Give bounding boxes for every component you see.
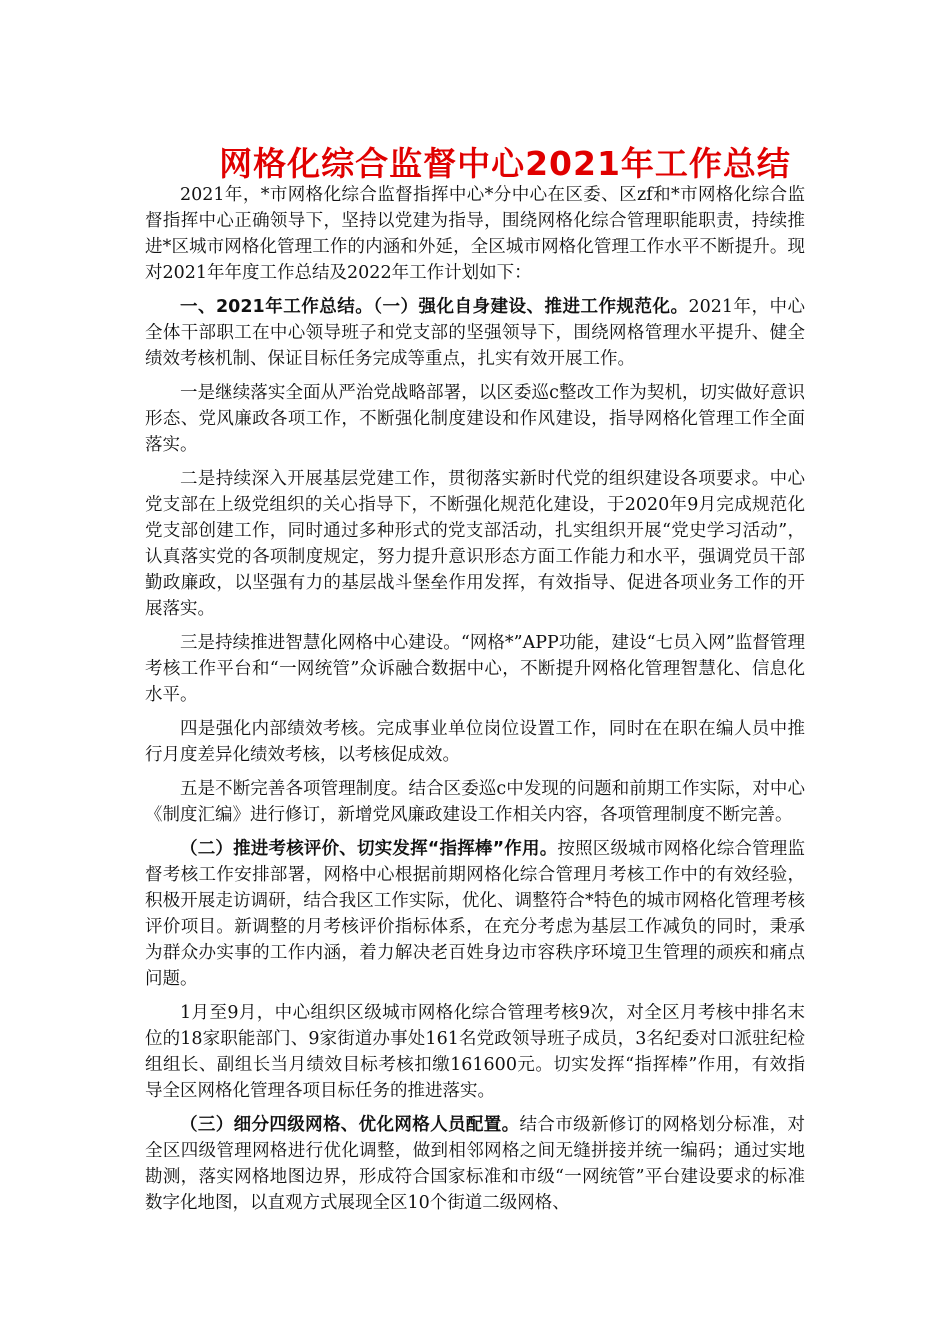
section-heading: （二）推进考核评价、切实发挥“指挥棒”作用。 [180,839,558,859]
paragraph: 2021年，*市网格化综合监督指挥中心*分中心在区委、区zf和*市网格化综合监督指挥中心正确领导下，坚持以党建为指导，围绕网格化综合管理职能职责，持续推进*区城市网格化管理工作的内涵和外延，全区城市网格化管理工作水平不断提升。现对2021年年度工作总结及2022年工作计划如下： [145,185,805,283]
section-heading: 一、2021年工作总结。（一）强化自身建设、推进工作规范化。 [180,297,689,317]
document-body [145,182,805,1224]
paragraph: 1月至9月，中心组织区级城市网格化综合管理考核9次，对全区月考核中排名末位的18家职能部门、9家街道办事处161名党政领导班子成员，3名纪委对口派驻纪检组组长、副组长当月绩效目标考核扣缴161600元。切实发挥“指挥棒”作用，有效指导全区网格化管理各项目标任务的推进落实。 [145,1003,805,1101]
document-title: 网格化综合监督中心2021年工作总结 [219,144,791,183]
paragraph: 三是持续推进智慧化网格中心建设。“网格*”APP功能，建设“七员入网”监督管理考核工作平台和“一网统管”众诉融合数据中心，不断提升网格化管理智慧化、信息化水平。 [145,633,805,705]
paragraph: 一是继续落实全面从严治党战略部署，以区委巡c整改工作为契机，切实做好意识形态、党风廉政各项工作，不断强化制度建设和作风建设，指导网格化管理工作全面落实。 [145,383,805,455]
paragraph: （二）推进考核评价、切实发挥“指挥棒”作用。按照区级城市网格化综合管理监督考核工作安排部署，网格中心根据前期网格化综合管理月考核工作中的有效经验，积极开展走访调研，结合我区工作实际，优化、调整符合*特色的城市网格化管理考核评价项目。新调整的月考核评价指标体系，在充分考虑为基层工作减负的同时，秉承为群众办实事的工作内涵，着力解决老百姓身边市容秩序环境卫生管理的顽疾和痛点问题。 [145,839,805,989]
section-heading: （三）细分四级网格、优化网格人员配置。 [180,1115,520,1135]
paragraph: 四是强化内部绩效考核。完成事业单位岗位设置工作，同时在在职在编人员中推行月度差异化绩效考核，以考核促成效。 [145,719,805,765]
paragraph: （三）细分四级网格、优化网格人员配置。结合市级新修订的网格划分标准，对全区四级管理网格进行优化调整，做到相邻网格之间无缝拼接并统一编码；通过实地勘测，落实网格地图边界，形成符合国家标准和市级“一网统管”平台建设要求的标准数字化地图，以直观方式展现全区10个街道二级网格、 [145,1115,805,1213]
paragraph: 二是持续深入开展基层党建工作，贯彻落实新时代党的组织建设各项要求。中心党支部在上级党组织的关心指导下，不断强化规范化建设，于2020年9月完成规范化党支部创建工作，同时通过多种形式的党支部活动，扎实组织开展“党史学习活动”，认真落实党的各项制度规定，努力提升意识形态方面工作能力和水平，强调党员干部勤政廉政，以坚强有力的基层战斗堡垒作用发挥，有效指导、促进各项业务工作的开展落实。 [145,469,805,619]
paragraph: 五是不断完善各项管理制度。结合区委巡c中发现的问题和前期工作实际，对中心《制度汇编》进行修订，新增党风廉政建设工作相关内容，各项管理制度不断完善。 [145,779,805,825]
paragraph: 一、2021年工作总结。（一）强化自身建设、推进工作规范化。2021年，中心全体干部职工在中心领导班子和党支部的坚强领导下，围绕网格管理水平提升、健全绩效考核机制、保证目标任务完成等重点，扎实有效开展工作。 [145,297,805,369]
